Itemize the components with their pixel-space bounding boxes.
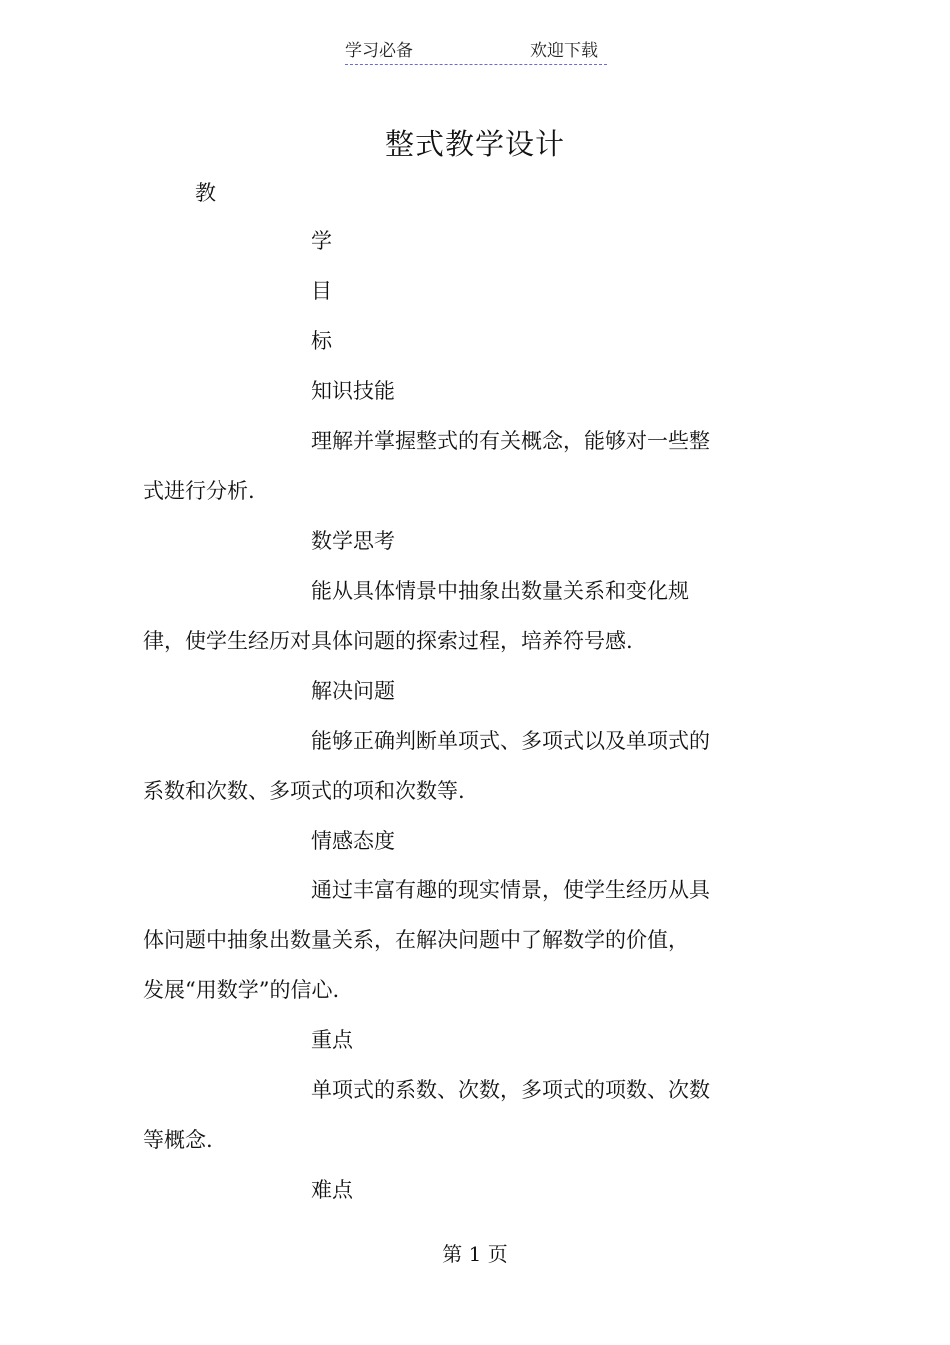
paragraph-line: 等概念. bbox=[143, 1128, 213, 1152]
text-line-biao: 标 bbox=[311, 329, 332, 353]
paragraph-line: 发展“用数学”的信心. bbox=[143, 978, 340, 1002]
paragraph-line: 通过丰富有趣的现实情景，使学生经历从具 bbox=[311, 878, 710, 902]
paragraph-line: 能从具体情景中抽象出数量关系和变化规 bbox=[311, 579, 689, 603]
text-line-jiao: 教 bbox=[195, 181, 216, 205]
page-header bbox=[345, 40, 607, 65]
section-heading-emotion-attitude: 情感态度 bbox=[311, 829, 395, 853]
section-heading-problem-solving: 解决问题 bbox=[311, 679, 395, 703]
section-heading-knowledge-skills: 知识技能 bbox=[311, 379, 395, 403]
paragraph-line: 律，使学生经历对具体问题的探索过程，培养符号感. bbox=[143, 629, 633, 653]
document-title: 整式教学设计 bbox=[384, 127, 565, 161]
header-right-text: 欢迎下载 bbox=[530, 41, 598, 61]
text-line-mu: 目 bbox=[311, 279, 332, 303]
section-heading-math-thinking: 数学思考 bbox=[311, 529, 395, 553]
page-number: 第 1 页 bbox=[442, 1242, 508, 1266]
paragraph-line: 单项式的系数、次数，多项式的项数、次数 bbox=[311, 1078, 710, 1102]
paragraph-line: 能够正确判断单项式、多项式以及单项式的 bbox=[311, 729, 710, 753]
paragraph-line: 体问题中抽象出数量关系，在解决问题中了解数学的价值， bbox=[143, 928, 689, 952]
header-left-text: 学习必备 bbox=[345, 41, 413, 61]
section-heading-key-points: 重点 bbox=[311, 1028, 353, 1052]
section-heading-difficulties: 难点 bbox=[311, 1178, 353, 1202]
paragraph-line: 式进行分析. bbox=[143, 479, 255, 503]
text-line-xue: 学 bbox=[311, 229, 332, 253]
paragraph-line: 系数和次数、多项式的项和次数等. bbox=[143, 779, 465, 803]
paragraph-line: 理解并掌握整式的有关概念，能够对一些整 bbox=[311, 429, 710, 453]
